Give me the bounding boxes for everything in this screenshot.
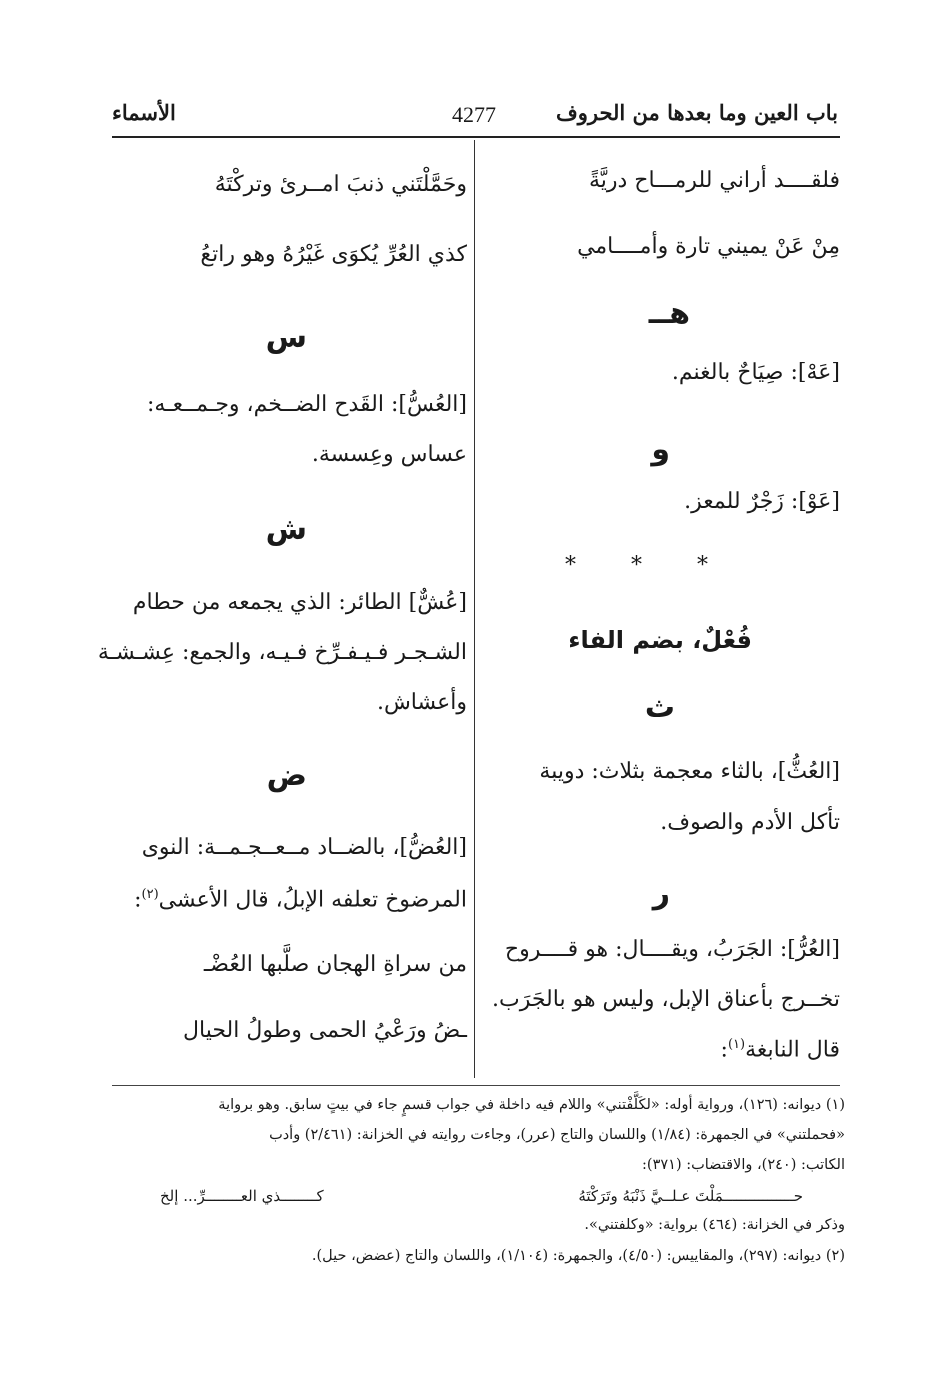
footnote-verse: كــــــــذي العــــــــرِّ... إلخ (160, 1187, 324, 1205)
letter-heading: ث (644, 690, 675, 725)
letter-heading: هــ (648, 296, 690, 331)
letter-heading: ض (266, 758, 307, 793)
entry-line: وأعشاش. (376, 690, 467, 715)
entry-line: [عَوْ]: زَجْرٌ للمعز. (684, 489, 840, 514)
entry-line: [العُثُّ]، بالثاء معجمة بثلاث: دويبة (539, 759, 840, 784)
letter-heading: ش (265, 512, 307, 547)
verse-line: كذي العُرِّ يُكوَى غَيْرُهُ وهو راتعُ (200, 242, 467, 267)
verse-line: فلقــــد أراني للرمـــاح دريَّةً (588, 168, 840, 193)
entry-line: [العُضُّ]، بالضــاد مــعــجـمــة: النوى (141, 835, 467, 860)
verse-line: ـضُ ورَعْيُ الحمى وطولُ الحيال (183, 1018, 467, 1043)
verse-line: مِنْ عَنْ يميني تارة وأمــــامي (577, 234, 840, 259)
entry-text: قال النابغة (745, 1037, 840, 1063)
verse-line: من سراةِ الهجان صلَّبها العُضْـ (203, 952, 467, 977)
footnote-1-line: الكاتب: (٢٤٠)، والاقتضاب: (٣٧١): (642, 1157, 845, 1173)
entry-line: [العُرُّ]: الجَرَبُ، ويقــــال: هو قــــروح (504, 937, 840, 962)
header-rule (112, 136, 840, 138)
entry-text: : (134, 887, 142, 913)
footnote-1-line: «فحملتني» في الجمهرة: (١/٨٤) واللسان والتاج (عرر)، وجاءت روايته في الخزانة: (٢/٤٦١) وأدب (269, 1127, 845, 1143)
footnote-ref: (٢) (141, 887, 159, 902)
page-header (112, 96, 838, 132)
footnote-verse: حــــــــــــــــمَلْتَ عـلــيَّ ذَنْبَهُ وتَرَكْتَهُ (578, 1187, 803, 1205)
section-heading: فُعْلٌ، بضم الفاء (568, 626, 752, 654)
footnote-ref: (١) (727, 1037, 746, 1052)
verse-line: وحَمَّلْتَني ذنبَ امــرئ وتركْتَهُ (214, 172, 467, 197)
letter-heading: ر (652, 876, 670, 911)
chapter-title: باب العين وما بعدها من الحروف (555, 100, 838, 125)
entry-line (721, 1030, 840, 1065)
entry-line: الشـجـر فـيـفـرِّخ فـيـه، والجمع: عِشـشـة (97, 640, 467, 665)
entry-line: [عَهْ]: صِيَاحٌ بالغنم. (671, 360, 840, 385)
footnote-1-line: وذكر في الخزانة: (٤٦٤) برواية: «وكلفتني». (584, 1217, 845, 1233)
section-separator: * * * (565, 553, 732, 578)
entry-line: [العُسُّ]: القَدح الضــخم، وجـمــعـه: (147, 392, 467, 417)
section-title: الأسماء (112, 100, 176, 125)
entry-line: [عُشٌّ] الطائر: الذي يجمعه من حطام (132, 590, 467, 615)
letter-heading: س (265, 320, 307, 355)
letter-heading: و (651, 432, 670, 467)
entry-line: عساس وعِسسة. (311, 442, 467, 467)
footnote-2-line: (٢) ديوانه: (٢٩٧)، والمقاييس: (٤/٥٠)، والجمهرة: (١/١٠٤)، واللسان والتاج (عضض، حيل). (311, 1248, 845, 1264)
entry-line: تأكل الأدم والصوف. (660, 810, 840, 835)
footnote-1-line: (١) ديوانه: (١٢٦)، ورواية أوله: «لكَلَّفْتني» واللام فيه داخلة في جواب قسمٍ جاء في بيتٍ سابق. وهو برواية (218, 1097, 845, 1113)
entry-text: المرضوخ تعلفه الإبلُ، قال الأعشى (158, 887, 467, 913)
entry-line: تخــرج بأعناق الإبل، وليس هو بالجَرَب. (492, 987, 840, 1012)
page-number: 4277 (452, 102, 496, 127)
entry-text: : (720, 1037, 728, 1063)
footnote-rule (112, 1085, 840, 1086)
column-divider (474, 140, 475, 1078)
entry-line (134, 880, 467, 915)
